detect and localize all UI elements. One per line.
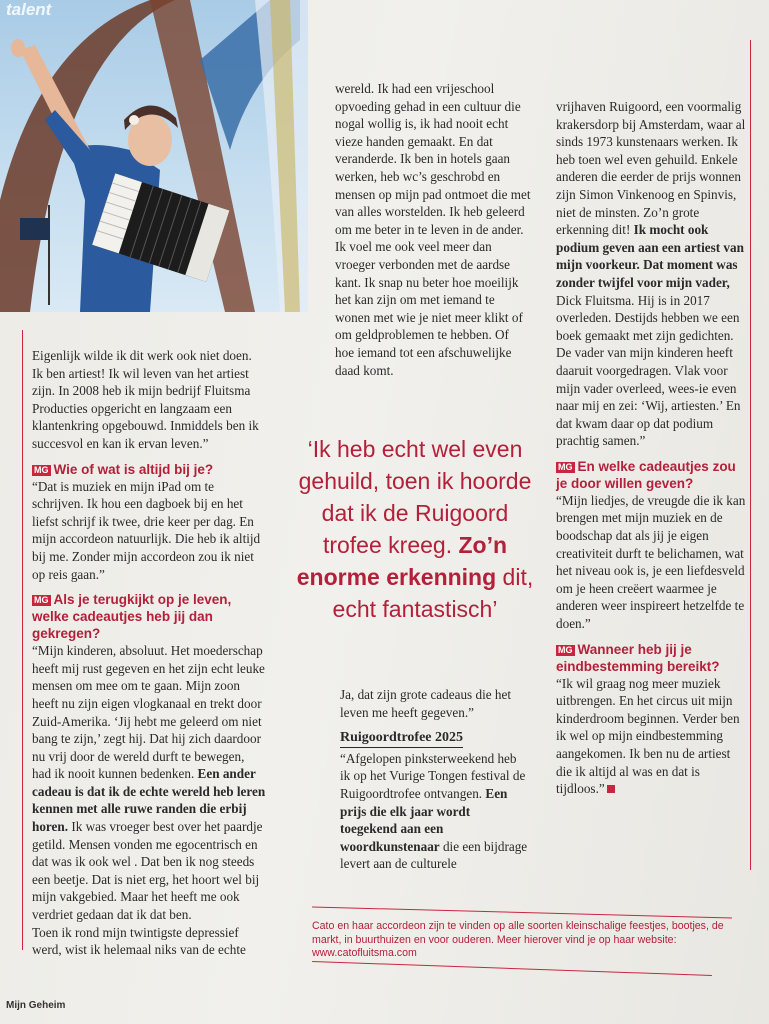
column-right: [556, 98, 746, 798]
pull-quote: [290, 433, 540, 625]
question-heading-1: [32, 461, 266, 478]
middle-closing-paragraph: Ja, dat zijn grote cadeaus die het leven me heeft gegeven.”: [340, 687, 511, 720]
trophy-box-end: die een bijdrage levert aan de culturele: [340, 838, 528, 872]
magazine-logo: Mijn Geheim: [6, 1000, 66, 1011]
question-text-1: Wie of wat is altijd bij je?: [53, 461, 214, 477]
answer-4-text: “Ik wil graag nog meer muziek uitbrengen. En het circus uit mijn kinderdroom beginnen. Verder ben ik wel op mijn eindbestemming aangekomen. Ik ben nu de artiest die ik altijd al was en dat is tijdloos.”: [556, 675, 740, 797]
column-middle-lower: [340, 686, 530, 873]
mg-badge: MG: [558, 644, 573, 655]
footer-rule-top: [312, 907, 732, 919]
pull-quote-end: dit, echt fantastisch’: [332, 564, 534, 622]
answer-2-start: “Mijn kinderen, absoluut. Het moederschap heeft mij rust gegeven en het zijn echt leuke mensen om mee om te gaan. Mijn zoon heeft nu zijn eigen vlogkanaal en trekt door Zuid-Amerika. ‘Jij hebt me geleerd om niet bang te zijn,’ zegt hij. Dat hij zich daardoor nu vrij door de wereld durft te bewegen, had ik nooit kunnen bedenken.: [32, 643, 265, 782]
right-paragraph-bold: Ik mocht ook podium geven aan een artiest van mijn voorkeur. Dat moment was zonder twijfel voor mijn vader,: [556, 222, 744, 290]
intro-paragraph: Eigenlijk wilde ik dit werk ook niet doen. Ik ben artiest! Ik wil leven van het artiest zijn. In 2008 heb ik mijn bedrijf Fluitsma Producties opgericht en langzaam een klantenkring opgebouwd. Inmiddels ben ik succesvol en kan ik ervan leven.”: [32, 348, 259, 451]
column-rule-left: [22, 330, 23, 950]
right-paragraph: [556, 98, 746, 450]
question-text-2: Als je terugkijkt op je leven, welke cadeautjes heb jij dan gekregen?: [32, 592, 232, 642]
column-left: [32, 347, 266, 959]
answer-paragraph-1: “Dat is muziek en mijn iPad om te schrijven. Ik hou een dagboek bij en het liefst schrijf ik twee, drie keer per dag. En mijn accordeon natuurlijk. Die heb ik altijd bij me. Zonder mijn accordeon zou ik niet op reis gaan.”: [32, 478, 261, 582]
trophy-box-bold: Een prijs die elk jaar wordt toegekend aan een woordkunstenaar: [340, 785, 508, 854]
question-heading-2: [32, 591, 266, 642]
trophy-box-paragraph: [340, 750, 530, 873]
question-text-3: En welke cadeautjes zou je door willen geven?: [556, 458, 736, 491]
answer-2-bold: Een ander cadeau is dat ik de echte wereld heb leren kennen met alle ruwe randen die erbij horen.: [32, 766, 266, 835]
section-tag: talent: [6, 0, 52, 19]
right-paragraph-end: Dick Fluitsma. Hij is in 2017 overleden. Destijds hebben we een boek gemaakt met zijn gedichten. De vader van mijn kinderen heeft daaruit voorgedragen. Vlak voor mijn vader overleed, wees-ie even naar mij en zei: ‘Wij, artiesten.’ En dat kwam daar op dat podium prachtig samen.”: [556, 292, 741, 449]
trophy-box-start: “Afgelopen pinksterweekend heb ik op het Vurige Tongen festival de Ruigoordtrofee ontvangen.: [340, 750, 526, 801]
footer-note: Cato en haar accordeon zijn te vinden op alle soorten kleinschalige feestjes, bootjes, de markt, in buurthuizen en voor ouderen. Meer hierover vind je op haar website: www.catofluitsma.com: [312, 920, 724, 960]
answer-paragraph-2: [32, 642, 266, 924]
pull-quote-bold: Zo’n enorme erkenning: [296, 532, 508, 590]
photo-illustration: [0, 0, 308, 312]
middle-paragraph: wereld. Ik had een vrijeschool opvoeding gehad in een cultuur die nogal wollig is, ik had nooit echt vieze handen gemaakt. En dat veranderde. Ik ben in hotels gaan werken, heb wc’s geschrobd en mensen op mijn pad ontmoet die met van alles worstelden. Ik heb geleerd om me beter in te leven in de ander. Ik voel me ook veel meer dan vroeger verbonden met de aardse kant. Ik snap nu beter hoe moeilijk het kan zijn om met iemand te wonen met wie je niet meer klikt of om geldproblemen te hebben. Of hoe iemand tot een afschuwelijke daad komt.: [335, 81, 531, 378]
answer-paragraph-3: “Mijn liedjes, de vreugde die ik kan brengen met mijn muziek en de boodschap dat als jij je eigen creativiteit durft te belichamen, wat het niveau ook is, je een liefdesveld om je heen creëert waarmee je anderen weer inspireert hetzelfde te doen.”: [556, 492, 746, 632]
question-heading-3: [556, 458, 746, 492]
mg-badge: MG: [34, 595, 49, 606]
pull-quote-start: ‘Ik heb echt wel even gehuild, toen ik hoorde dat ik de Ruigoord trofee kreeg.: [298, 436, 532, 558]
question-heading-4: [556, 641, 746, 675]
mg-badge: MG: [558, 461, 573, 472]
answer-paragraph-2-tail: Toen ik rond mijn twintigste depressief werd, wist ik helemaal niks van de echte: [32, 924, 246, 958]
mg-badge: MG: [34, 464, 49, 475]
right-paragraph-start: vrijhaven Ruigoord, een voormalig krakersdorp bij Amsterdam, waar al sinds 1973 kunstenaars werken. Ik heb toen wel even gehuild. Enkele anderen die eerder de prijs wonnen zijn Simon Vinkenoog en Spinvis, niet de minsten. Zo’n grote erkenning dit!: [556, 99, 746, 238]
end-mark-icon: [607, 785, 615, 793]
question-text-4: Wanneer heb jij je eindbestemming bereikt?: [556, 641, 720, 674]
column-middle: [335, 80, 531, 379]
trophy-box-title: Ruigoordtrofee 2025: [340, 729, 463, 748]
footer-rule-bottom: [312, 961, 712, 976]
column-rule-right: [750, 40, 751, 870]
accordion-player-photo: [0, 0, 308, 312]
answer-2-end: Ik was vroeger best over het paardje getild. Mensen vonden me egocentrisch en dat was ik ook wel . Dat ben ik nog steeds een beetje. Dat is niet erg, het hoort wel bij mijn vakgebied. Maar het heeft me ook verdriet gedaan dat ik dat ben.: [32, 819, 263, 923]
answer-paragraph-4: [556, 675, 746, 798]
